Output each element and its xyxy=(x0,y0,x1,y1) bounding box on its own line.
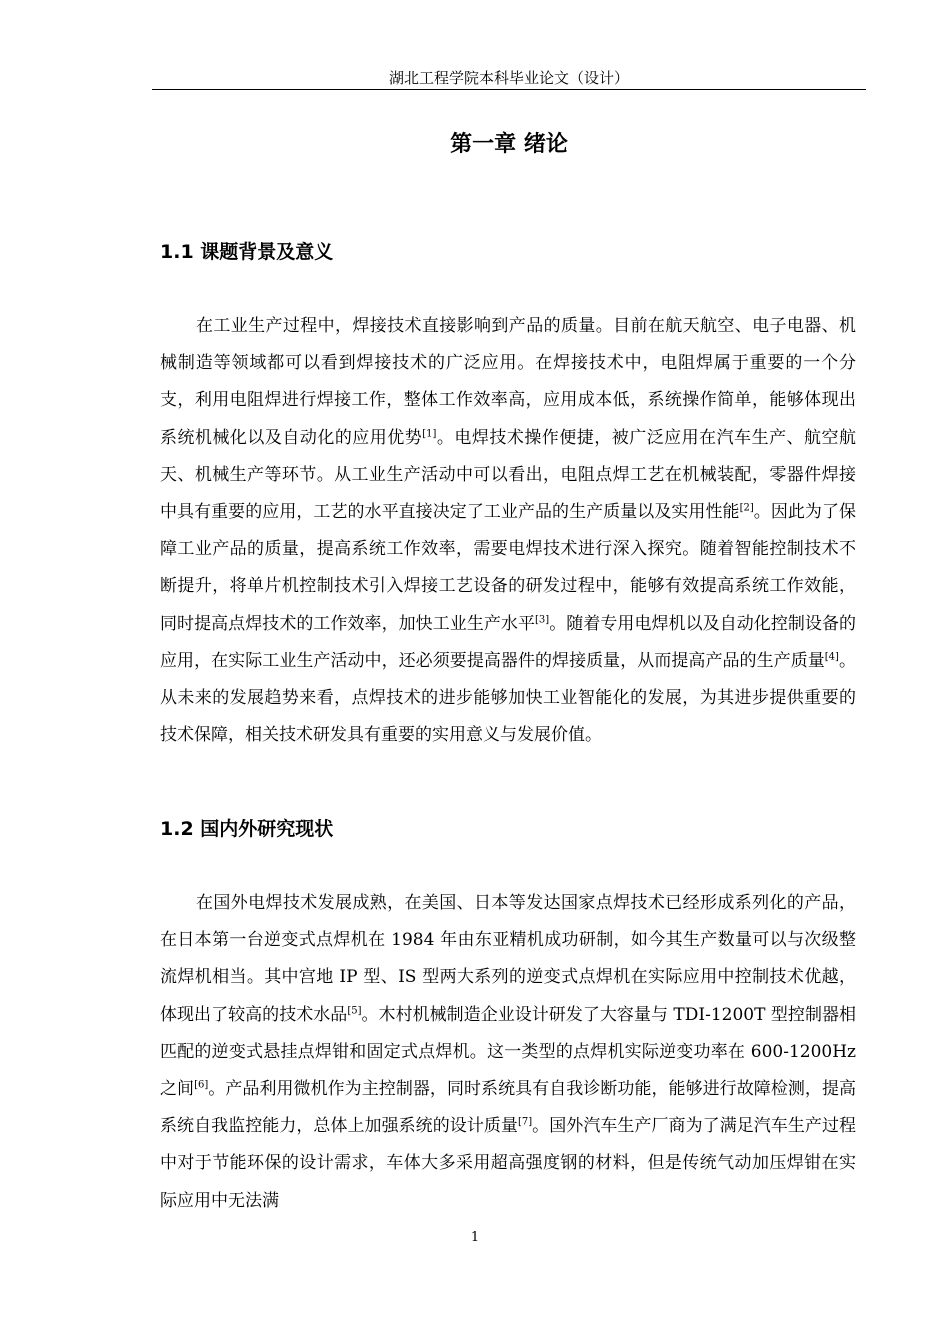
citation-marker: [1] xyxy=(422,427,437,439)
citation-marker: [7] xyxy=(517,1116,533,1128)
section-heading-background: 1.1 课题背景及意义 xyxy=(160,241,334,263)
header-divider xyxy=(152,89,866,90)
citation-marker: [4] xyxy=(824,651,839,663)
section-paragraph-research-status: 在国外电焊技术发展成熟，在美国、日本等发达国家点焊技术已经形成系列化的产品，在日本第一台逆变式点焊机在 1984 年由东亚精机成功研制，如今其生产数量可以与次级整流焊机相当。其中宫地 IP 型、IS 型两大系列的逆变式点焊机在实际应用中控制技术优越，体现出了较高的技术水品[5]。木村机械制造企业设计研发了大容量与 TDI-1200T 型控制器相匹配的逆变式悬挂点焊钳和固定式点焊机。这一类型的点焊机实际逆变功率在 600-1200Hz 之间[6]。产品利用微机作为主控制器，同时系统具有自我诊断功能，能够进行故障检测，提高系统自我监控能力，总体上加强系统的设计质量[7]。国外汽车生产厂商为了满足汽车生产过程中对于节能环保的设计需求，车体大多采用超高强度钢的材料，但是传统气动加压焊钳在实际应用中无法满 xyxy=(160,893,857,1211)
section-paragraph-background: 在工业生产过程中，焊接技术直接影响到产品的质量。目前在航天航空、电子电器、机械制造等领域都可以看到焊接技术的广泛应用。在焊接技术中，电阻焊属于重要的一个分支，利用电阻焊进行焊接工作，整体工作效率高，应用成本低，系统操作简单，能够体现出系统机械化以及自动化的应用优势[1]。电焊技术操作便捷，被广泛应用在汽车生产、航空航天、机械生产等环节。从工业生产活动中可以看出，电阻点焊工艺在机械装配，零器件焊接中具有重要的应用，工艺的水平直接决定了工业产品的生产质量以及实用性能[2]。因此为了保障工业产品的质量，提高系统工作效率，需要电焊技术进行深入探究。随着智能控制技术不断提升，将单片机控制技术引入焊接工艺设备的研发过程中，能够有效提高系统工作效能，同时提高点焊技术的工作效率，加快工业生产水平[3]。随着专用电焊机以及自动化控制设备的应用，在实际工业生产活动中，还必须要提高器件的焊接质量，从而提高产品的生产质量[4]。从未来的发展趋势来看，点焊技术的进步能够加快工业智能化的发展，为其进步提供重要的技术保障，相关技术研发具有重要的实用意义与发展价值。 xyxy=(160,316,857,746)
page-number: 1 xyxy=(470,1230,480,1245)
citation-marker: [6] xyxy=(194,1079,209,1091)
running-header: 湖北工程学院本科毕业论文（设计） xyxy=(388,69,629,87)
citation-marker: [3] xyxy=(535,613,550,625)
section-heading-research-status: 1.2 国内外研究现状 xyxy=(160,818,334,840)
citation-marker: [5] xyxy=(347,1004,362,1016)
chapter-title: 第一章 绪论 xyxy=(450,132,568,157)
citation-marker: [2] xyxy=(739,502,754,514)
